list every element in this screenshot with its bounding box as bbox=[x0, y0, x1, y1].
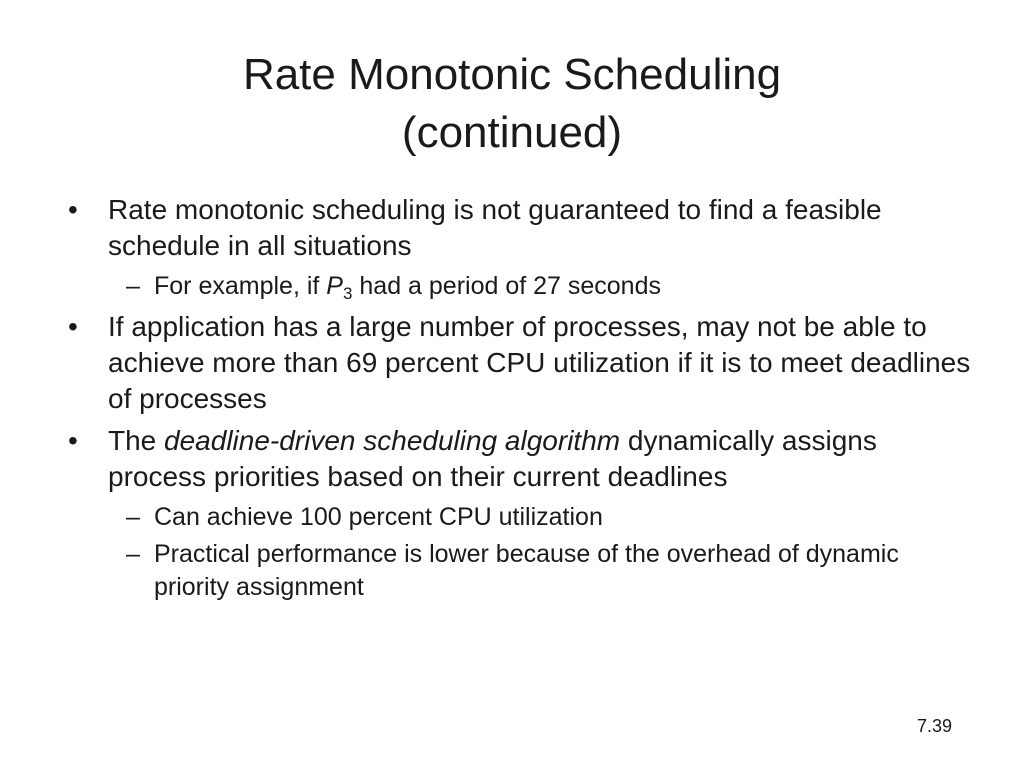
slide-title-line-2: (continued) bbox=[401, 108, 623, 157]
bullet-text: If application has a large number of processes, may not be able to achieve more than 69 percent CPU utilization if it is to meet deadlines of processes bbox=[108, 311, 971, 414]
process-variable: P bbox=[326, 272, 343, 300]
sub-bullet-item bbox=[64, 501, 974, 534]
sub-bullet-marker: – bbox=[126, 503, 140, 531]
sub-bullet-marker: – bbox=[126, 272, 140, 300]
bullet-italic-term: deadline-driven scheduling algorithm bbox=[164, 425, 621, 456]
page-number: 7.39 bbox=[916, 716, 952, 736]
sub-bullet-marker: – bbox=[126, 540, 140, 568]
bullet-marker: • bbox=[68, 425, 78, 456]
sub-bullet-text: Practical performance is lower because of the overhead of dynamic priority assignment bbox=[154, 540, 899, 601]
bullet-item-2 bbox=[64, 309, 974, 417]
bullet-text: Rate monotonic scheduling is not guaranteed to find a feasible schedule in all situations bbox=[108, 194, 882, 261]
bullet-item-3 bbox=[64, 423, 974, 495]
slide-title bbox=[0, 46, 1024, 162]
bullet-prefix: The bbox=[108, 425, 165, 456]
bullet-marker: • bbox=[68, 194, 78, 225]
slide-title-line-1: Rate Monotonic Scheduling bbox=[242, 50, 782, 99]
bullet-item-1 bbox=[64, 192, 974, 264]
sub-bullet-item bbox=[64, 270, 974, 303]
sub-bullet-text: Can achieve 100 percent CPU utilization bbox=[154, 503, 603, 531]
bullet-marker: • bbox=[68, 311, 78, 342]
bullet-list bbox=[64, 192, 974, 608]
bullet-suffix: dynamically assigns process priorities based on their current deadlines bbox=[108, 425, 877, 492]
sub-bullet-suffix: had a period of 27 seconds bbox=[352, 272, 661, 300]
sub-bullet-item bbox=[64, 538, 974, 604]
sub-bullet-prefix: For example, if bbox=[154, 272, 327, 300]
process-subscript: 3 bbox=[342, 284, 353, 303]
